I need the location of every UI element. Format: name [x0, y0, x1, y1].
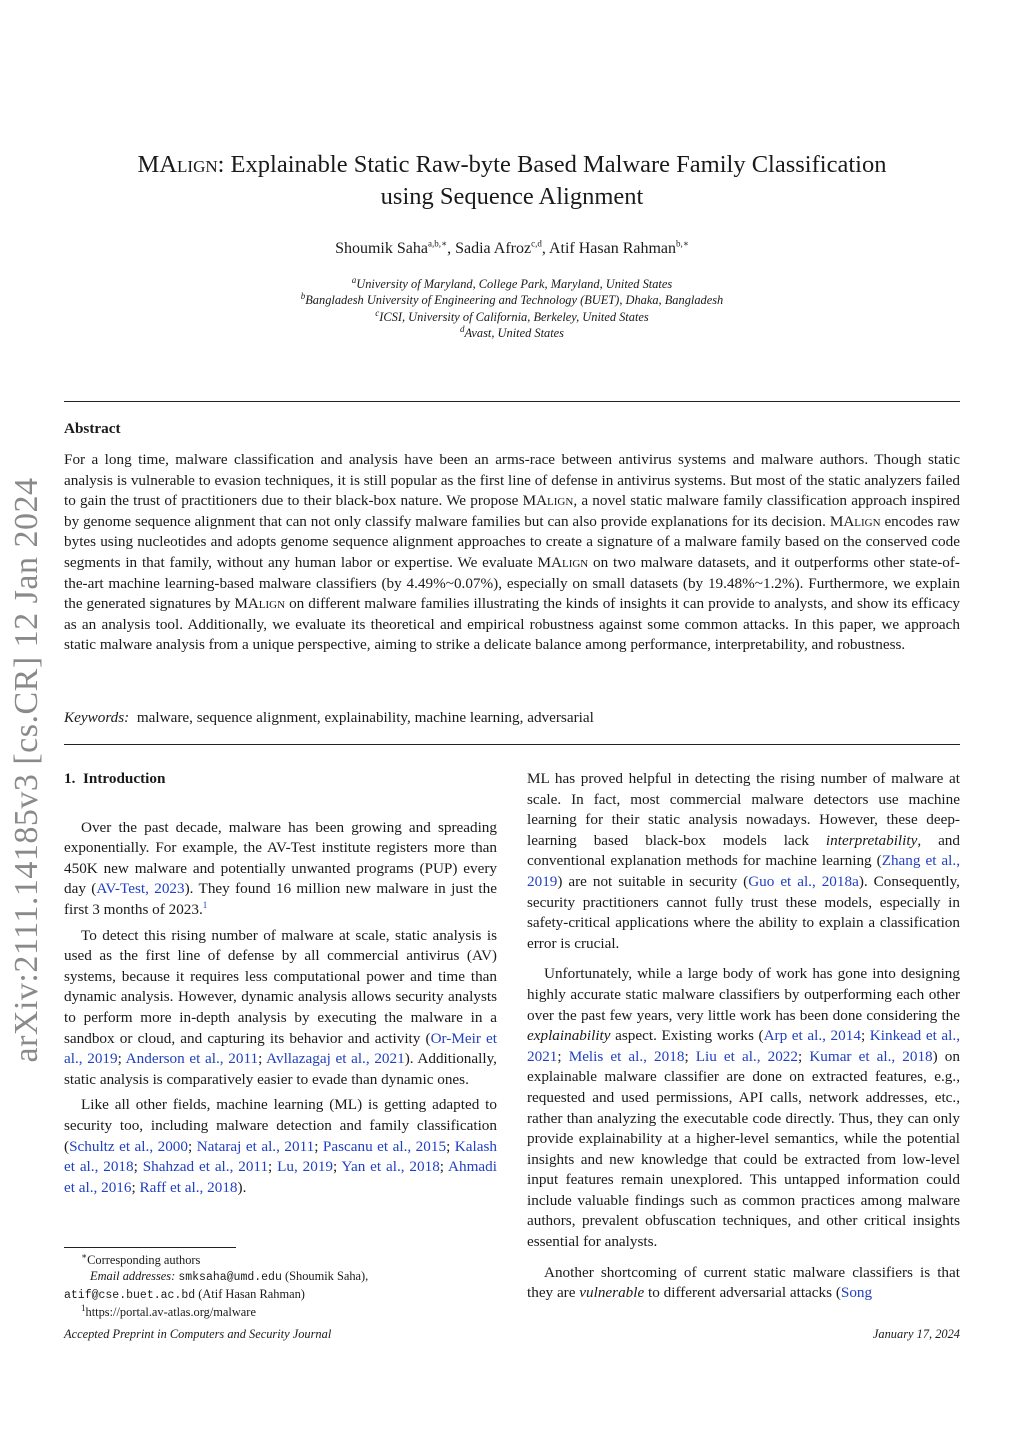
affiliation-mark: c [375, 307, 380, 318]
section-heading [64, 769, 497, 790]
paragraph: To detect this rising number of malware at scale, static analysis is used as the first line of defense by all commercial antivirus (AV) systems, because it requires less computational power and time than dynamic analysis. However, dynamic analysis allows security analysts to perform more in-depth analysis by executing the malware in a sandbox or cloud, and capturing its behavior and activity (Or-Meir et al., 2019; Anderson et al., 2011; Avllazagaj et al., 2021). Additionally, static analysis is comparatively easier to evade than dynamic ones. [64, 926, 498, 1088]
citation-link[interactable]: Melis et al., 2018 [568, 1047, 685, 1065]
paragraph-text: Over the past decade, malware has been growing and spreading exponentially. For example, the AV-Test institute registers more than 450K new malware and potentially unwanted programs (PUP) every day ( [64, 818, 497, 898]
title-line1: : Explainable Static Raw-byte Based Malware Family Classification [217, 151, 887, 178]
paragraph [64, 818, 497, 921]
right-column [527, 769, 960, 1304]
footnote-mark: 1 [81, 1302, 86, 1313]
footnote-emails-cont [64, 1286, 497, 1304]
abstract-text: on different malware families illustrating the kinds of insights it can provide to analysts, and show its efficacy as an analysis tool. Additionally, we evaluate its theoretical and empirical robustness against some common attacks. In this paper, we approach static malware analysis from a unique perspective, aiming to strike a delicate balance among performance, interpretability, and robustness. [64, 595, 960, 654]
footnote-rule [64, 1247, 236, 1248]
abstract-text: on two malware datasets, and it outperforms other state-of-the-art machine learning-based malware classifiers (by 4.49%~0.07%), especially on small datasets (by 19.48%~1.2%). Furthermore, we explain the generated signatures by [64, 553, 960, 613]
citation-link[interactable]: Arp et al., 2014 [763, 1027, 861, 1045]
abstract-top-rule [64, 401, 960, 402]
affiliation-mark: a [351, 274, 357, 285]
citation-link[interactable]: Avllazagaj et al., 2021 [266, 1050, 405, 1068]
author-affil-mark: b,∗ [676, 238, 689, 249]
citation-link[interactable]: Guo et al., 2018a [748, 872, 859, 890]
citation-link[interactable]: AV-Test, 2023 [96, 880, 185, 898]
footnotes [64, 1247, 497, 1320]
abstract-bottom-rule [64, 744, 960, 745]
citation-link[interactable]: Shahzad et al., 2011 [142, 1158, 269, 1176]
citation-link[interactable]: Kalash et al., 2018 [64, 1137, 497, 1176]
citation-link[interactable]: Schultz et al., 2000 [69, 1137, 188, 1155]
section-title: Introduction [82, 770, 166, 787]
paragraph: Unfortunately, while a large body of work has gone into designing highly accurate static malware classifiers by outperforming each other over the past few years, very little work has been done considering the explainability aspect. Existing works (Arp et al., 2014; Kinkead et al., 2021; Melis et al., 2018; Liu et al., 2022; Kumar et al., 2018) on explainable malware classifier are done on extracted features, e.g., requested and used permissions, API calls, network addresses, etc., rather than analyzing the executable code directly. Thus, they can only provide explainability at a higher-level semantics, while the potential insights and new knowledge that could be extracted from low-level input features remain unexplored. This untapped information could include valuable findings such as common practices among malware authors, prevalent obfuscation techniques, and other critical insights essential for analysts. [527, 965, 960, 1251]
author-affil-mark: c,d [531, 238, 542, 249]
paragraph [527, 769, 960, 954]
citation-link[interactable]: Song [840, 1284, 873, 1302]
email-address[interactable]: smksaha@umd.edu [178, 1271, 282, 1284]
paragraph-text: Unfortunately, while a large body of work has gone into designing highly accurate static malware classifiers by outperforming each other over the past few years, very little work has been done considering the [527, 965, 960, 1024]
email-address[interactable]: atif@cse.buet.ac.bd [64, 1289, 196, 1302]
emphasis-text: interpretability [825, 831, 918, 849]
affiliation [64, 309, 960, 325]
footnote-1 [64, 1304, 497, 1320]
affiliation-text: Avast, United States [464, 326, 564, 341]
author-affil-mark: a,b,∗ [427, 238, 448, 249]
citation-link[interactable]: Ahmadi et al., 2016 [64, 1158, 497, 1196]
left-column [64, 769, 497, 1198]
citation-link[interactable]: Lu, 2019 [277, 1158, 334, 1176]
method-name: MAlign [137, 151, 218, 178]
method-name: MAlign [234, 595, 286, 613]
paragraph-text: To detect this rising number of malware at scale, static analysis is used as the first line of defense by all commercial antivirus (AV) systems, because it requires less computational power and time than dynamic analysis. However, dynamic analysis allows security analysts to perform more in-depth analysis by executing the malware in a sandbox or cloud, and capturing its behavior and activity ( [64, 926, 497, 1047]
arxiv-identifier-stamp: arXiv:2111.14185v3 [cs.CR] 12 Jan 2024 [8, 477, 45, 1063]
affiliation-text: Bangladesh University of Engineering and Technology (BUET), Dhaka, Bangladesh [305, 293, 724, 308]
paper-title [64, 149, 960, 213]
method-name: MAlign [522, 492, 574, 510]
footnote-url[interactable]: https://portal.av-atlas.org/malware [85, 1305, 256, 1319]
emphasis-text: explainability [527, 1027, 611, 1045]
paragraph-text: ). Additionally, static analysis is comparatively easier to evade than dynamic ones. [64, 1050, 497, 1088]
method-name: MAlign [537, 553, 589, 571]
paragraph-text: ). [237, 1178, 247, 1196]
abstract-heading: Abstract [64, 420, 121, 437]
paragraph [527, 1263, 960, 1304]
affiliation-mark: d [460, 324, 465, 335]
paragraph-text: ML has proved helpful in detecting the rising number of malware at scale. In fact, most commercial malware detectors use machine learning for their static analysis nowadays. However, these deep-learning based black-box models lack [527, 770, 960, 849]
paragraph-text: aspect. Existing works ( [610, 1027, 764, 1045]
citation-link[interactable]: Yan et al., 2018 [341, 1158, 440, 1176]
keywords-text: malware, sequence alignment, explainability, machine learning, adversarial [136, 709, 594, 726]
emphasis-text: vulnerable [579, 1284, 645, 1302]
citation-link[interactable]: Raff et al., 2018 [139, 1178, 238, 1196]
citation-link[interactable]: Or-Meir et al., 2019 [64, 1029, 498, 1068]
footnote-mark: ∗ [81, 1250, 88, 1261]
paragraph: Like all other fields, machine learning (ML) is getting adapted to security too, including malware detection and family classification (Schultz et al., 2000; Nataraj et al., 2011; Pascanu et al., 2015; Kalash et al., 2018; Shahzad et al., 2011; Lu, 2019; Yan et al., 2018; Ahmadi et al., 2016; Raff et al., 2018). [64, 1096, 497, 1196]
affiliation-text: ICSI, University of California, Berkeley, United States [379, 309, 649, 324]
email-owner: (Shoumik Saha), [284, 1269, 369, 1283]
citation-link[interactable]: Zhang et al., 2019 [527, 852, 960, 890]
paragraph-text: ). They found 16 million new malware in just the first 3 months of 2023. [64, 880, 497, 918]
paragraph-text: to different adversarial attacks ( [644, 1284, 841, 1302]
method-name: MAlign [829, 512, 881, 530]
author-list: Shoumik Saha$^{a,b,∗}$, Sadia Afroz$^{c,d}$, Atif Hasan Rahman$^{b,∗}$ [335, 238, 689, 257]
affiliation [64, 292, 960, 308]
abstract-text: , a novel static malware family classification approach inspired by genome sequence alignment that can not only classify malware families but can also provide explanations for its decision. [64, 492, 961, 530]
author-name: Atif Hasan Rahman [548, 240, 677, 257]
citation-link[interactable]: Liu et al., 2022 [695, 1047, 798, 1065]
paragraph-text: Another shortcoming of current static malware classifiers is that they are [527, 1263, 960, 1302]
section-number: 1. [64, 770, 76, 787]
abstract-body [64, 450, 960, 656]
citation-link[interactable]: Kinkead et al., 2021 [527, 1027, 960, 1065]
paragraph-text: ). Consequently, security practitioners cannot fully trust these models, especially in safety-critical applications where the ability to explain a classification error is crucial. [527, 872, 960, 952]
footer-date: January 17, 2024 [872, 1327, 960, 1341]
affiliation [64, 325, 960, 341]
paragraph-text: ) are not suitable in security ( [557, 872, 749, 890]
affiliation-text: University of Maryland, College Park, Maryland, United States [356, 277, 673, 291]
footnote-link[interactable]: 1 [202, 899, 208, 910]
paragraph-text: Like all other fields, machine learning (ML) is getting adapted to security too, including malware detection and family classification ( [64, 1096, 497, 1155]
title-line2: using Sequence Alignment [380, 183, 644, 210]
author-name: Shoumik Saha [335, 240, 428, 257]
author-name: Sadia Afroz [455, 240, 532, 257]
footnote-emails [64, 1268, 497, 1286]
paragraph-text: ) on explainable malware classifier are done on extracted features, e.g., requested and used permissions, API calls, network addresses, etc., rather than analyzing the executable code directly. Thus, they can only provide explainability at a higher-level semantics, while the potential insights and new knowledge that could be extracted from low-level input features remain unexplored. This untapped information could include valuable findings such as common practices among malware authors, prevalent obfuscation techniques, and other critical insights essential for analysts. [527, 1047, 960, 1251]
keywords-label: Keywords: [64, 709, 130, 726]
affiliation-mark: b [300, 291, 306, 302]
email-owner: (Atif Hasan Rahman) [198, 1287, 305, 1301]
affiliation [64, 276, 960, 292]
email-label: Email addresses: [90, 1269, 176, 1283]
citation-link[interactable]: Nataraj et al., 2011 [196, 1137, 315, 1155]
footer-journal: Accepted Preprint in Computers and Security Journal [64, 1327, 332, 1341]
footnote-corresponding [64, 1252, 497, 1268]
affiliation-list [64, 276, 960, 342]
abstract-text: For a long time, malware classification and analysis have been an arms-race between antivirus systems and malware authors. Though static analysis is vulnerable to evasion techniques, it is still popular as the first line of defense in antivirus systems. But most of the static analyzers failed to gain the trust of practitioners due to their black-box nature. We propose [64, 451, 960, 510]
citation-link[interactable]: Pascanu et al., 2015 [322, 1137, 447, 1155]
abstract-text: encodes raw bytes using nucleotides and adopts genome sequence alignment approaches to create a signature of a malware family based on the conserved code segments in that family, without any human labor or expertise. We evaluate [64, 512, 961, 571]
footnote-text: Corresponding authors [87, 1253, 201, 1267]
citation-link[interactable]: Anderson et al., 2011 [125, 1050, 259, 1068]
citation-link[interactable]: Kumar et al., 2018 [809, 1047, 933, 1065]
paragraph-text: , and conventional explanation methods for machine learning ( [527, 831, 960, 870]
keywords-line [64, 709, 960, 727]
